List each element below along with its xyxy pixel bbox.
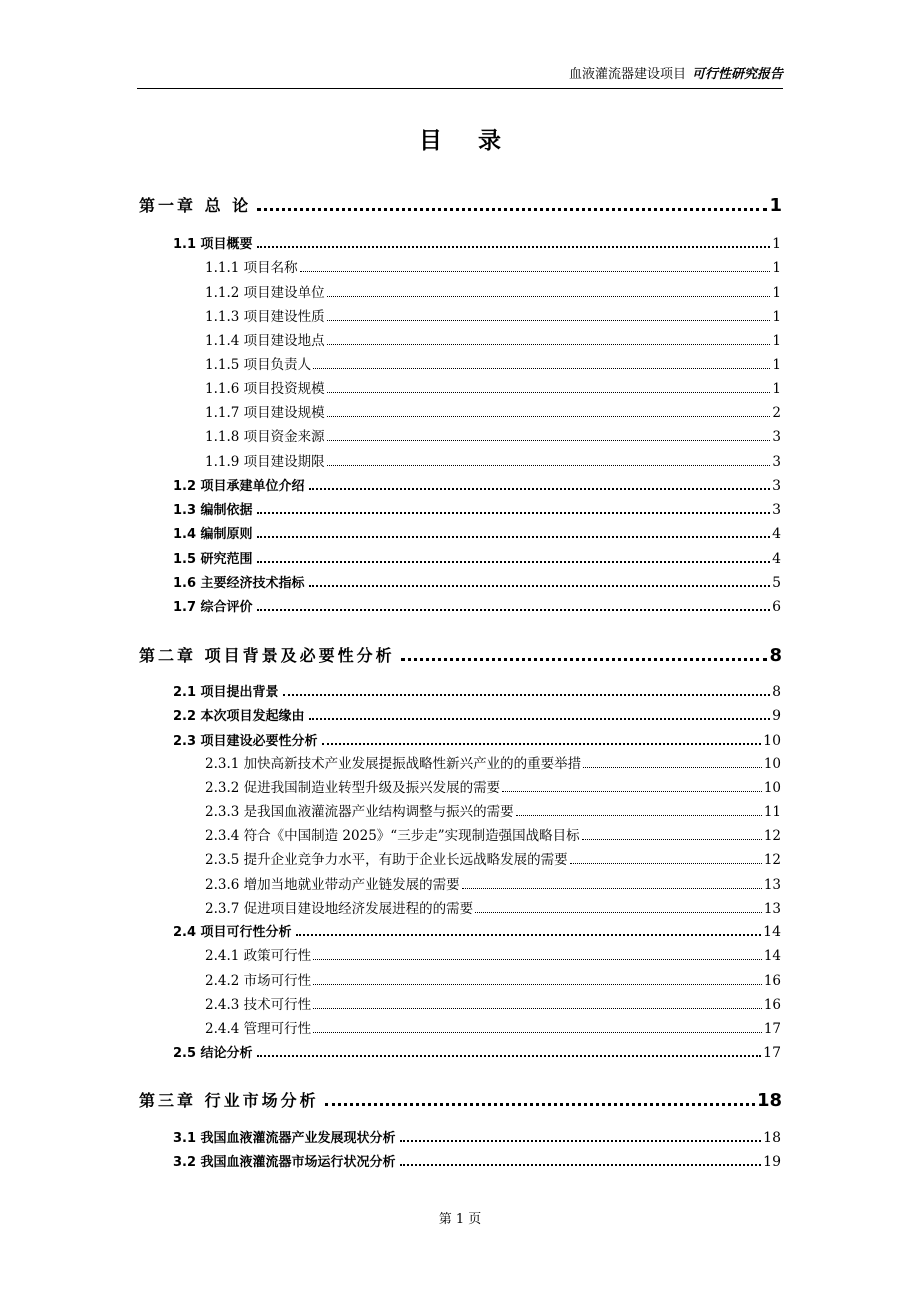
toc-page-number: 11 xyxy=(763,804,781,820)
toc-section-entry xyxy=(173,571,781,591)
toc-entry-label: 2.4.1 政策可行性 xyxy=(205,948,312,964)
toc-leader-dots xyxy=(296,934,762,936)
toc-leader-dots xyxy=(257,536,771,538)
header-project-name: 血液灌流器建设项目 xyxy=(568,67,686,82)
toc-entry-label: 1.1.3 项目建设性质 xyxy=(205,309,325,325)
toc-entry-label: 2.3.1 加快高新技术产业发展提振战略性新兴产业的的重要举措 xyxy=(205,756,582,772)
toc-page-number: 1 xyxy=(772,357,781,373)
toc-page-number: 1 xyxy=(772,309,781,325)
toc-chapter-entry xyxy=(139,192,782,216)
toc-section-entry xyxy=(173,1126,781,1146)
toc-entry-label: 2.3.2 促进我国制造业转型升级及振兴发展的需要 xyxy=(205,780,501,796)
toc-subsection-entry xyxy=(205,353,781,373)
toc-page-number: 3 xyxy=(772,429,781,445)
toc-entry-label: 3.2 我国血液灌流器市场运行状况分析 xyxy=(173,1155,396,1170)
toc-subsection-entry xyxy=(205,305,781,325)
toc-entry-label: 1.1 项目概要 xyxy=(173,237,253,252)
toc-entry-label: 2.3.7 促进项目建设地经济发展进程的的需要 xyxy=(205,901,474,917)
toc-entry-label: 1.1.7 项目建设规模 xyxy=(205,405,325,421)
toc-page-number: 10 xyxy=(763,780,781,796)
toc-leader-dots xyxy=(327,440,771,441)
toc-subsection-entry xyxy=(205,256,781,276)
toc-entry-label: 1.4 编制原则 xyxy=(173,527,253,542)
toc-page-number: 3 xyxy=(772,478,781,494)
toc-page-number: 4 xyxy=(772,551,781,567)
toc-subsection-entry xyxy=(205,824,781,844)
toc-subsection-entry xyxy=(205,944,781,964)
toc-page-number: 1 xyxy=(772,333,781,349)
toc-section-entry xyxy=(173,680,781,700)
toc-subsection-entry xyxy=(205,800,781,820)
toc-entry-label: 第三章 行业市场分析 xyxy=(139,1091,319,1110)
toc-leader-dots xyxy=(327,320,771,321)
toc-leader-dots xyxy=(327,392,771,393)
toc-entry-label: 1.1.6 项目投资规模 xyxy=(205,381,325,397)
toc-subsection-entry xyxy=(205,752,781,772)
toc-page-number: 10 xyxy=(763,733,781,749)
toc-leader-dots xyxy=(313,1032,762,1033)
toc-leader-dots xyxy=(327,465,771,466)
toc-page-number: 17 xyxy=(763,1021,781,1037)
toc-leader-dots xyxy=(283,694,771,696)
toc-leader-dots xyxy=(400,1140,762,1142)
toc-chapter-entry xyxy=(139,642,782,666)
toc-page-number: 6 xyxy=(772,599,781,615)
toc-subsection-entry xyxy=(205,329,781,349)
toc-chapter-entry xyxy=(139,1087,782,1111)
running-header xyxy=(137,66,783,88)
toc-leader-dots xyxy=(300,271,771,272)
toc-page-number: 1 xyxy=(772,285,781,301)
toc-page-number: 12 xyxy=(763,828,781,844)
toc-page-number: 4 xyxy=(772,526,781,542)
toc-entry-label: 2.2 本次项目发起缘由 xyxy=(173,709,305,724)
toc-subsection-entry xyxy=(205,848,781,868)
toc-entry-label: 2.5 结论分析 xyxy=(173,1046,253,1061)
toc-leader-dots xyxy=(313,1008,762,1009)
toc-leader-dots xyxy=(309,718,771,720)
toc-section-entry xyxy=(173,729,781,749)
toc-leader-dots xyxy=(327,296,771,297)
toc-page-number: 8 xyxy=(772,684,781,700)
toc-entry-label: 2.4.3 技术可行性 xyxy=(205,997,312,1013)
toc-leader-dots xyxy=(257,208,767,211)
toc-leader-dots xyxy=(322,743,762,745)
toc-entry-label: 2.3.4 符合《中国制造 2025》“三步走”实现制造强国战略目标 xyxy=(205,828,580,844)
toc-leader-dots xyxy=(313,368,770,369)
toc-section-entry xyxy=(173,704,781,724)
toc-leader-dots xyxy=(257,246,771,248)
toc-page-number: 17 xyxy=(763,1045,781,1061)
toc-page-number: 5 xyxy=(772,575,781,591)
toc-entry-label: 第二章 项目背景及必要性分析 xyxy=(139,646,395,665)
toc-page-number: 13 xyxy=(763,877,781,893)
toc-leader-dots xyxy=(327,416,771,417)
toc-entry-label: 2.3.5 提升企业竞争力水平，有助于企业长远战略发展的需要 xyxy=(205,852,568,868)
toc-section-entry xyxy=(173,595,781,615)
toc-subsection-entry xyxy=(205,450,781,470)
toc-entry-label: 2.4.4 管理可行性 xyxy=(205,1021,312,1037)
toc-leader-dots xyxy=(462,888,762,889)
header-rule xyxy=(137,88,783,89)
toc-section-entry xyxy=(173,474,781,494)
toc-page-number: 1 xyxy=(772,381,781,397)
toc-page-number: 14 xyxy=(763,924,781,940)
toc-leader-dots xyxy=(309,488,771,490)
toc-page-number: 19 xyxy=(763,1154,781,1170)
toc-page-number: 18 xyxy=(763,1130,781,1146)
toc-section-entry xyxy=(173,920,781,940)
toc-page-number: 9 xyxy=(772,708,781,724)
toc-leader-dots xyxy=(313,959,762,960)
toc-entry-label: 2.1 项目提出背景 xyxy=(173,685,279,700)
toc-section-entry xyxy=(173,522,781,542)
toc-entry-label: 2.3.6 增加当地就业带动产业链发展的需要 xyxy=(205,877,460,893)
toc-entry-label: 第一章 总 论 xyxy=(139,196,252,215)
toc-leader-dots xyxy=(502,791,762,792)
toc-page-number: 1 xyxy=(769,195,782,216)
toc-entry-label: 1.1.9 项目建设期限 xyxy=(205,454,325,470)
toc-subsection-entry xyxy=(205,1017,781,1037)
toc-section-entry xyxy=(173,1150,781,1170)
toc-subsection-entry xyxy=(205,401,781,421)
toc-entry-label: 1.5 研究范围 xyxy=(173,552,253,567)
toc-section-entry xyxy=(173,498,781,518)
toc-page-number: 3 xyxy=(772,454,781,470)
toc-subsection-entry xyxy=(205,873,781,893)
header-report-type: 可行性研究报告 xyxy=(691,67,783,82)
toc-subsection-entry xyxy=(205,425,781,445)
toc-leader-dots xyxy=(516,815,762,816)
toc-page-number: 16 xyxy=(763,973,781,989)
toc-entry-label: 1.7 综合评价 xyxy=(173,600,253,615)
toc-entry-label: 1.1.2 项目建设单位 xyxy=(205,285,325,301)
toc-leader-dots xyxy=(325,1103,755,1106)
toc-entry-label: 2.3.3 是我国血液灌流器产业结构调整与振兴的需要 xyxy=(205,804,514,820)
toc-leader-dots xyxy=(309,585,771,587)
toc-leader-dots xyxy=(400,1164,762,1166)
toc-entry-label: 1.1.5 项目负责人 xyxy=(205,357,312,373)
toc-subsection-entry xyxy=(205,969,781,989)
toc-subsection-entry xyxy=(205,897,781,917)
toc-entry-label: 2.4 项目可行性分析 xyxy=(173,925,292,940)
toc-section-entry xyxy=(173,232,781,252)
toc-entry-label: 1.6 主要经济技术指标 xyxy=(173,576,305,591)
toc-entry-label: 1.2 项目承建单位介绍 xyxy=(173,479,305,494)
toc-section-entry xyxy=(173,1041,781,1061)
toc-page-number: 2 xyxy=(772,405,781,421)
toc-page-number: 1 xyxy=(772,260,781,276)
toc-subsection-entry xyxy=(205,377,781,397)
toc-entry-label: 2.3 项目建设必要性分析 xyxy=(173,734,318,749)
toc-page-number: 18 xyxy=(756,1090,782,1111)
toc-page-number: 1 xyxy=(772,236,781,252)
toc-page-number: 10 xyxy=(763,756,781,772)
toc-page-number: 14 xyxy=(763,948,781,964)
toc-page-number: 8 xyxy=(769,645,782,666)
toc-entry-label: 2.4.2 市场可行性 xyxy=(205,973,312,989)
toc-subsection-entry xyxy=(205,776,781,796)
toc-leader-dots xyxy=(401,658,768,661)
toc-page-number: 12 xyxy=(763,852,781,868)
toc-subsection-entry xyxy=(205,993,781,1013)
page-title: 目 录 xyxy=(418,128,515,154)
toc-leader-dots xyxy=(257,512,771,514)
toc-page-number: 13 xyxy=(763,901,781,917)
toc-leader-dots xyxy=(257,609,771,611)
toc-entry-label: 1.1.1 项目名称 xyxy=(205,260,298,276)
toc-leader-dots xyxy=(570,863,762,864)
toc-entry-label: 1.3 编制依据 xyxy=(173,503,253,518)
toc-entry-label: 1.1.8 项目资金来源 xyxy=(205,429,325,445)
toc-subsection-entry xyxy=(205,281,781,301)
toc-page-number: 3 xyxy=(772,502,781,518)
toc-entry-label: 1.1.4 项目建设地点 xyxy=(205,333,325,349)
toc-entry-label: 3.1 我国血液灌流器产业发展现状分析 xyxy=(173,1131,396,1146)
toc-page-number: 16 xyxy=(763,997,781,1013)
toc-leader-dots xyxy=(257,1055,762,1057)
toc-leader-dots xyxy=(327,344,771,345)
toc-leader-dots xyxy=(582,839,762,840)
toc-leader-dots xyxy=(475,912,762,913)
toc-leader-dots xyxy=(257,561,771,563)
page-footer: 第 1 页 xyxy=(438,1212,482,1227)
toc-section-entry xyxy=(173,547,781,567)
toc-leader-dots xyxy=(313,984,762,985)
toc-leader-dots xyxy=(583,767,762,768)
